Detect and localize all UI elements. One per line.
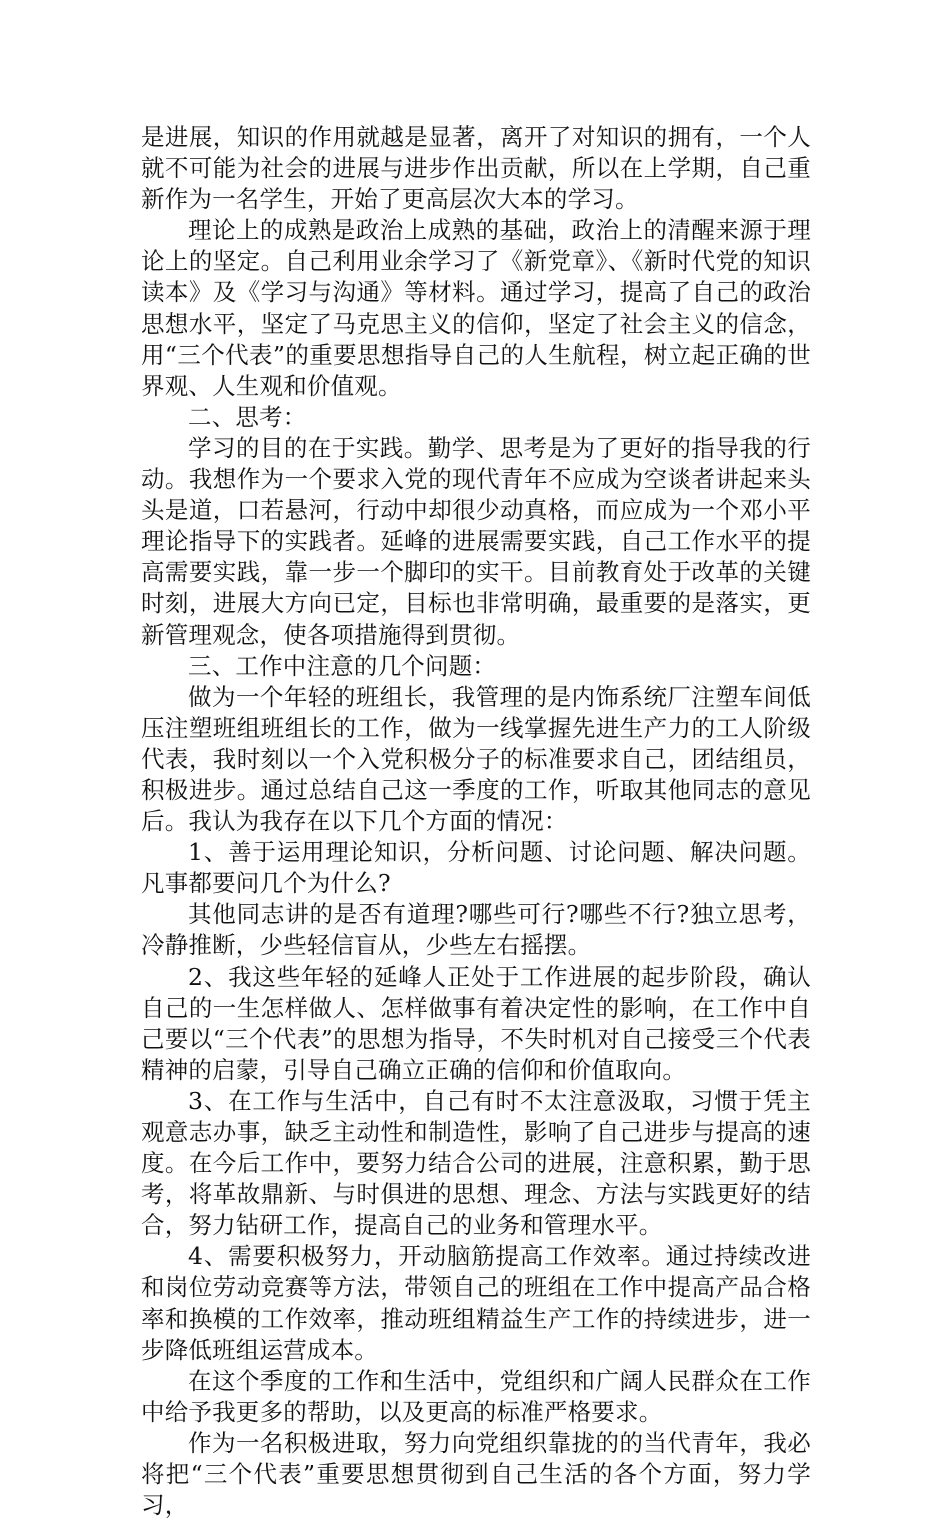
paragraph: 理论上的成熟是政治上成熟的基础，政治上的清醒来源于理论上的坚定。自己利用业余学习了《新党章》、《新时代党的知识读本》及《学习与沟通》等材料。通过学习，提高了自己的政治思想水平，坚定了马克思主义的信仰，坚定了社会主义的信念，用“三个代表”的重要思想指导自己的人生航程，树立起正确的世界观、人生观和价值观。 [141, 216, 811, 400]
paragraph: 做为一个年轻的班组长，我管理的是内饰系统厂注塑车间低压注塑班组班组长的工作，做为一线掌握先进生产力的工人阶级代表，我时刻以一个入党积极分子的标准要求自己，团结组员，积极进步。通过总结自己这一季度的工作，听取其他同志的意见后。我认为我存在以下几个方面的情况： [141, 682, 811, 836]
paragraph: 其他同志讲的是否有道理?哪些可行?哪些不行?独立思考，冷静推断，少些轻信盲从，少些左右摇摆。 [141, 900, 811, 960]
list-item: 1、善于运用理论知识，分析问题、讨论问题、解决问题。凡事都要问几个为什么? [141, 838, 811, 898]
paragraph: 在这个季度的工作和生活中，党组织和广阔人民群众在工作中给予我更多的帮助，以及更高的标准严格要求。 [141, 1366, 811, 1426]
paragraph: 是进展，知识的作用就越是显著，离开了对知识的拥有，一个人就不可能为社会的进展与进步作出贡献，所以在上学期，自己重新作为一名学生，开始了更高层次大本的学习。 [141, 123, 811, 214]
section-heading: 二、思考： [188, 402, 307, 431]
list-item: 3、在工作与生活中，自己有时不太注意汲取，习惯于凭主观意志办事，缺乏主动性和制造性，影响了自己进步与提高的速度。在今后工作中，要努力结合公司的进展，注意积累，勤于思考，将革故鼎新、与时俱进的思想、理念、方法与实践更好的结合，努力钻研工作，提高自己的业务和管理水平。 [141, 1086, 811, 1240]
document-body [141, 122, 811, 1521]
list-item: 2、我这些年轻的延峰人正处于工作进展的起步阶段，确认自己的一生怎样做人、怎样做事有着决定性的影响，在工作中自己要以“三个代表”的思想为指导，不失时机对自己接受三个代表精神的启蒙，引导自己确立正确的信仰和价值取向。 [141, 962, 811, 1084]
paragraph: 学习的目的在于实践。勤学、思考是为了更好的指导我的行动。我想作为一个要求入党的现代青年不应成为空谈者讲起来头头是道，口若悬河，行动中却很少动真格，而应成为一个邓小平理论指导下的实践者。延峰的进展需要实践，自己工作水平的提高需要实践，靠一步一个脚印的实干。目前教育处于改革的关键时刻，进展大方向已定，目标也非常明确，最重要的是落实，更新管理观念，使各项措施得到贯彻。 [141, 433, 811, 649]
paragraph: 作为一名积极进取，努力向党组织靠拢的的当代青年，我必将把“三个代表”重要思想贯彻到自己生活的各个方面，努力学习， [141, 1428, 811, 1520]
list-item: 4、需要积极努力，开动脑筋提高工作效率。通过持续改进和岗位劳动竞赛等方法，带领自己的班组在工作中提高产品合格率和换模的工作效率，推动班组精益生产工作的持续进步，进一步降低班组运营成本。 [141, 1242, 811, 1364]
section-heading: 三、工作中注意的几个问题： [188, 651, 497, 680]
